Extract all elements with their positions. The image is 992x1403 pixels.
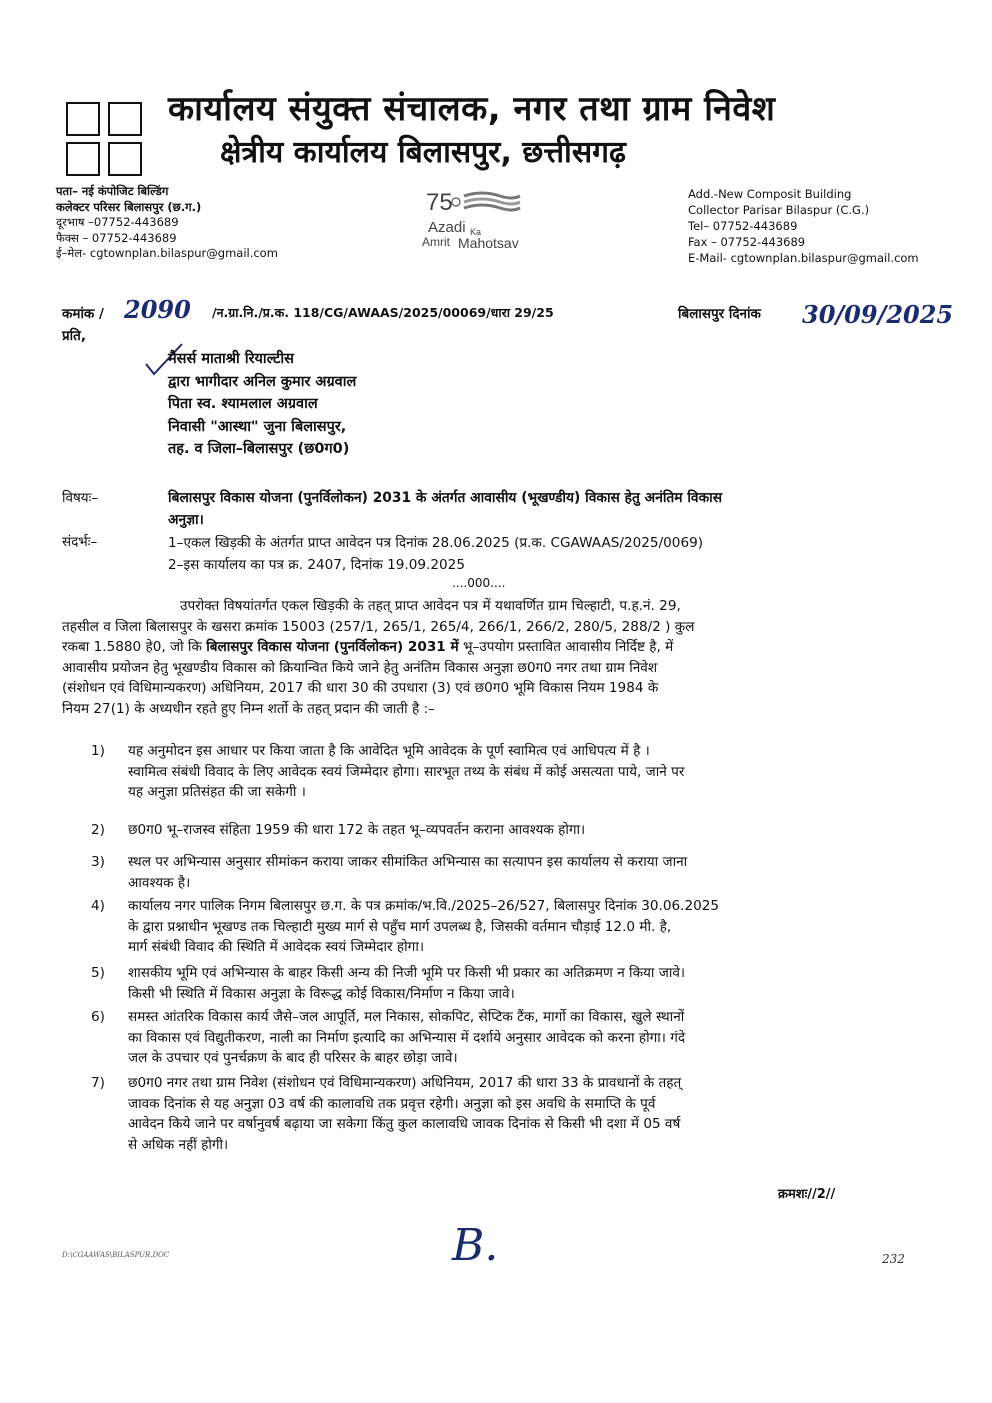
continued-marker: क्रमशः//2//	[778, 1187, 836, 1202]
address-hindi	[56, 184, 278, 262]
date-handwritten: 30/09/2025	[802, 300, 954, 329]
condition-line: यह अनुमोदन इस आधार पर किया जाता है कि आवेदित भूमि आवेदक के पूर्ण स्वामित्व एवं आधिपत्य में है ।	[128, 743, 650, 759]
condition-line: मार्ग संबंधी विवाद की स्थिति में आवेदक स्वयं जिम्मेदार होगा।	[128, 939, 424, 955]
emblem-mahotsav: Mahotsav	[458, 235, 519, 250]
condition-text	[128, 963, 893, 1004]
body-line: उपरोक्त विषयांतर्गत एकल खिड़की के तहत् प्राप्त आवेदन पत्र में यथावर्णित ग्राम चिल्हाटी, प.ह.नं. 29,	[180, 598, 681, 614]
condition-line: आवेदन किये जाने पर वर्षानुवर्ष बढ़ाया जा सकेगा किंतु कुल कालावधि जावक दिनांक से किसी भी दशा में 05 वर्ष	[128, 1116, 681, 1132]
body-text-part: भू–उपयोग प्रस्तावित आवासीय निर्दिष्ट है, में	[462, 639, 674, 655]
body-text-part: रकबा 1.5880 हे0, जो कि	[62, 639, 202, 655]
file-reference: /न.ग्रा.नि./प्र.क. 118/CG/AWAAS/2025/00069/धारा 29/25	[212, 305, 554, 320]
recipient-line: पिता स्व. श्यामलाल अग्रवाल	[168, 396, 318, 412]
condition-line: स्थल पर अभिन्यास अनुसार सीमांकन कराया जाकर सीमांकित अभिन्यास का सत्यापन इस कार्यालय से कराया जाना	[128, 854, 688, 870]
body-line: तहसील व जिला बिलासपुर के खसरा क्रमांक 15003 (257/1, 265/1, 265/4, 266/1, 266/2, 280/5, 288/2 ) कुल	[62, 618, 695, 635]
office-title: कार्यालय संयुक्त संचालक, नगर तथा ग्राम निवेश	[168, 89, 776, 129]
emblem-number: 75	[426, 189, 453, 216]
emblem-azadi: Azadi	[428, 219, 466, 236]
logo-square	[66, 142, 100, 176]
condition-text	[128, 1007, 893, 1069]
kramank-number: 2090	[124, 295, 191, 324]
body-line: नियम 27(1) के अध्यधीन रहते हुए निम्न शर्तो के तहत् प्रदान की जाती है :–	[62, 700, 435, 717]
condition-line: से अधिक नहीं होगी।	[128, 1136, 229, 1153]
address-line: Add.-New Composit Building	[688, 187, 852, 201]
azadi-ka-amrit-mahotsav-emblem	[420, 188, 530, 250]
condition-text	[128, 852, 893, 893]
phone-line: Tel– 07752-443689	[688, 219, 798, 233]
recipient-line: द्वारा भागीदार अनिल कुमार अग्रवाल	[168, 373, 357, 390]
condition-line: आवश्यक है।	[128, 874, 191, 891]
condition-line: जल के उपचार एवं पुनर्चक्रण के बाद ही परिसर के बाहर छोड़ा जावे।	[128, 1050, 458, 1066]
office-subtitle: क्षेत्रीय कार्यालय बिलासपुर, छत्तीसगढ़	[220, 135, 626, 170]
address-line: कलेक्टर परिसर बिलासपुर (छ.ग.)	[56, 199, 202, 214]
condition-line: छ0ग0 नगर तथा ग्राम निवेश (संशोधन एवं विधिमान्यकरण) अधिनियम, 2017 की धारा 33 के प्रावधानों के तहत्	[128, 1075, 682, 1091]
condition-text	[128, 820, 893, 841]
condition-text	[128, 741, 893, 803]
phone-line: दूरभाष –07752-443689	[56, 215, 179, 229]
body-paragraph	[62, 596, 888, 719]
kramank-label: कमांक /	[62, 306, 104, 322]
email-line: E-Mail- cgtownplan.bilaspur@gmail.com	[688, 251, 919, 265]
address-english	[688, 186, 919, 266]
file-path: D:\CGAAWAS\BILASPUR.DOC	[62, 1251, 170, 1259]
address-line: Collector Parisar Bilaspur (C.G.)	[688, 203, 870, 217]
condition-number: 3)	[91, 854, 105, 870]
address-line: पता– नई कंपोजिट बिल्डिंग	[56, 184, 169, 198]
condition-line: स्वामित्व संबंधी विवाद के लिए आवेदक स्वयं जिम्मेदार होगा। सारभूत तथ्य के संबंध में कोई असत्यता पाये, जाने पर	[128, 763, 685, 780]
condition-number: 2)	[91, 822, 105, 838]
condition-number: 4)	[91, 898, 105, 914]
emblem-amrit: Amrit	[422, 235, 450, 249]
condition-line: जावक दिनांक से यह अनुज्ञा 03 वर्ष की कालावधि तक प्रवृत्त रहेगी। अनुज्ञा को इस अवधि के समाप्ति के पूर्व	[128, 1095, 656, 1112]
place-date-label: बिलासपुर दिनांक	[678, 306, 761, 322]
recipient-line: तह. व जिला–बिलासपुर (छ0ग0)	[168, 441, 350, 457]
condition-line: के द्वारा प्रश्नाधीन भूखण्ड तक चिल्हाटी मुख्य मार्ग से पहुँच मार्ग उपलब्ध है, जिसकी वर्तमान चौड़ाई 12.0 मी. है,	[128, 918, 672, 935]
fax-line: फैक्स – 07752-443689	[56, 230, 177, 245]
emblem-ka: Ka	[470, 227, 482, 237]
body-line: (संशोधन एवं विधिमान्यकरण) अधिनियम, 2017 की धारा 30 की उपधारा (3) एवं छ0ग0 भूमि विकास नियम 1984 के	[62, 680, 659, 696]
reference-item: 2–इस कार्यालय का पत्र क्र. 2407, दिनांक 19.09.2025	[168, 557, 465, 573]
logo-square	[108, 102, 142, 136]
condition-line: का विकास एवं विद्युतीकरण, नाली का निर्माण इत्यादि का अभिन्यास में दर्शाये अनुसार आवेदक को करना होगा। गंदे	[128, 1029, 686, 1046]
email-line: ई–मेल- cgtownplan.bilaspur@gmail.com	[56, 246, 278, 260]
subject-text	[168, 487, 888, 531]
logo-square	[66, 102, 100, 136]
condition-line: किसी भी स्थिति में विकास अनुज्ञा के विरूद्ध कोई विकास/निर्माण न किया जावे।	[128, 985, 515, 1002]
subject-line: बिलासपुर विकास योजना (पुनर्विलोकन) 2031 के अंतर्गत आवासीय (भूखण्डीय) विकास हेतु अनंतिम विकास	[168, 490, 723, 506]
subject-label: विषयः–	[62, 490, 99, 506]
condition-line: समस्त आंतरिक विकास कार्य जैसे–जल आपूर्ति, मल निकास, सोकपिट, सेप्टिक टैंक, मार्गो का विकास, खुले स्थानों	[128, 1009, 685, 1025]
reference-label: संदर्भः–	[62, 534, 98, 550]
condition-line: शासकीय भूमि एवं अभिन्यास के बाहर किसी अन्य की निजी भूमि पर किसी भी प्रकार का अतिक्रमण न किया जावे।	[128, 965, 686, 981]
emblem-graphic	[420, 188, 530, 250]
body-line	[62, 637, 888, 658]
condition-line: छ0ग0 भू–राजस्व संहिता 1959 की धारा 172 के तहत भू–व्यपवर्तन कराना आवश्यक होगा।	[128, 822, 586, 838]
reference-item: 1–एकल खिड़की के अंतर्गत प्राप्त आवेदन पत्र दिनांक 28.06.2025 (प्र.क. CGAWAAS/2025/0069)	[168, 535, 704, 551]
separator: ....000....	[452, 576, 506, 590]
body-text-bold: बिलासपुर विकास योजना (पुनर्विलोकन) 2031 में	[206, 639, 459, 655]
condition-text	[128, 896, 893, 958]
page-number: 232	[882, 1252, 905, 1266]
prati-label: प्रति,	[62, 328, 87, 344]
reference-list	[168, 532, 703, 576]
condition-number: 5)	[91, 965, 105, 981]
condition-number: 7)	[91, 1075, 105, 1091]
recipient-block	[168, 348, 356, 461]
condition-line: कार्यालय नगर पालिक निगम बिलासपुर छ.ग. के पत्र क्रमांक/भ.वि./2025–26/527, बिलासपुर दिनांक 30.06.2025	[128, 898, 720, 914]
logo-square	[108, 142, 142, 176]
body-line: आवासीय प्रयोजन हेतु भूखण्डीय विकास को क्रियान्वित किये जाने हेतु अनंतिम विकास अनुज्ञा छ0ग0 नगर तथा ग्राम निवेश	[62, 659, 658, 676]
subject-line: अनुज्ञा।	[168, 512, 204, 528]
fax-line: Fax – 07752-443689	[688, 235, 806, 249]
condition-number: 1)	[91, 743, 105, 759]
recipient-line: मैसर्स माताश्री रियाल्टीस	[168, 351, 294, 367]
condition-number: 6)	[91, 1009, 105, 1025]
condition-line: यह अनुज्ञा प्रतिसंहत की जा सकेगी ।	[128, 784, 306, 800]
signature-initials: B.	[452, 1220, 499, 1271]
recipient-line: निवासी "आस्था" जुना बिलासपुर,	[168, 418, 347, 435]
condition-text	[128, 1073, 893, 1155]
